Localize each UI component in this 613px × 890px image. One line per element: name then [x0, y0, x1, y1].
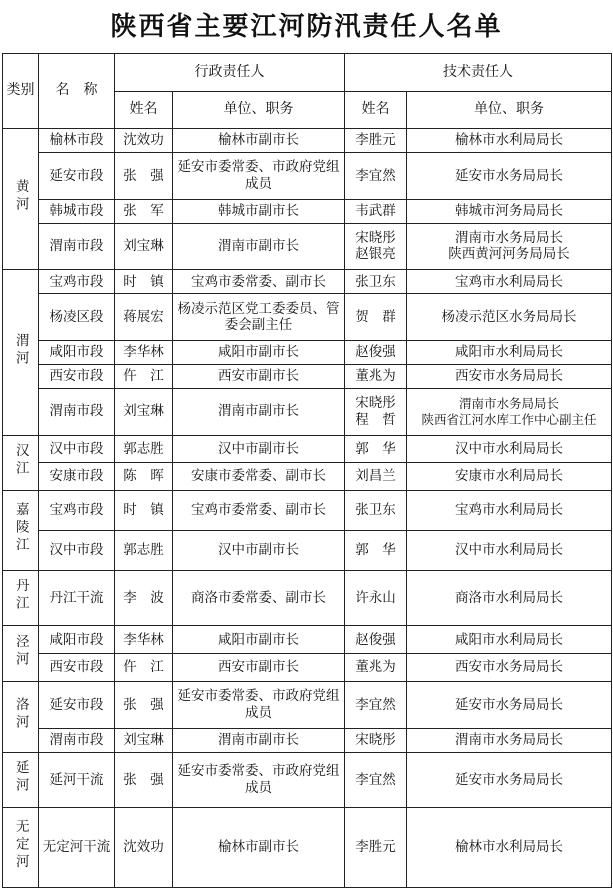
section-cell: 渭南市段	[39, 388, 115, 435]
tech-name: 李胜元	[355, 839, 396, 856]
admin-position-cell: 安康市委常委、副市长	[173, 463, 345, 491]
section-cell: 安康市段	[39, 463, 115, 491]
tech-position: 咸阳市水利局局长	[455, 344, 563, 361]
category-cell	[3, 626, 39, 682]
header-tech-person: 姓名	[345, 92, 407, 129]
admin-name-cell: 李华林	[115, 340, 173, 364]
tech-name-cell	[345, 752, 407, 808]
table-row	[3, 199, 612, 223]
tech-position-cell	[407, 491, 612, 531]
tech-position: 延安市水务局局长	[455, 167, 563, 184]
section-cell: 西安市段	[39, 654, 115, 682]
tech-name-cell	[345, 340, 407, 364]
tech-name-cell	[345, 223, 407, 270]
tech-name: 贺 群	[355, 308, 396, 325]
table-body	[3, 129, 612, 888]
admin-position-cell: 商洛市委常委、副市长	[173, 570, 345, 626]
tech-name: 赵俊强	[355, 344, 396, 361]
table-row	[3, 570, 612, 626]
tech-name-cell	[345, 530, 407, 570]
tech-position: 陕西省江河水库工作中心副主任	[421, 411, 597, 427]
tech-position: 宝鸡市水利局局长	[455, 273, 563, 290]
tech-position: 陕西黄河河务局局长	[448, 246, 570, 263]
table-row	[3, 530, 612, 570]
tech-position: 渭南市水务局局长	[455, 229, 563, 246]
tech-position: 汉中市水利局局长	[455, 440, 563, 457]
tech-position: 榆林市水利局局长	[455, 132, 563, 149]
tech-position: 宝鸡市水利局局长	[455, 502, 563, 519]
tech-position-cell	[407, 808, 612, 888]
admin-position-cell: 汉中市副市长	[173, 435, 345, 463]
section-cell: 韩城市段	[39, 199, 115, 223]
admin-name-cell: 郭志胜	[115, 435, 173, 463]
tech-name: 赵俊强	[355, 631, 396, 648]
tech-position-cell	[407, 340, 612, 364]
admin-name-cell: 张 强	[115, 752, 173, 808]
admin-name-cell: 陈 晖	[115, 463, 173, 491]
table-row	[3, 463, 612, 491]
tech-name-cell	[345, 364, 407, 388]
tech-position-cell	[407, 199, 612, 223]
admin-name-cell: 沈效功	[115, 808, 173, 888]
category-label: 洛河	[12, 697, 29, 733]
tech-name: 董兆为	[355, 368, 396, 385]
tech-position-cell	[407, 294, 612, 341]
admin-position-cell: 汉中市副市长	[173, 530, 345, 570]
tech-name: 程 哲	[355, 411, 396, 428]
tech-name-cell	[345, 808, 407, 888]
section-cell: 延河干流	[39, 752, 115, 808]
admin-position-cell: 渭南市副市长	[173, 388, 345, 435]
table-row	[3, 364, 612, 388]
tech-name-cell	[345, 654, 407, 682]
header-category: 类别	[3, 54, 39, 129]
tech-name: 李宜然	[355, 167, 396, 184]
tech-position: 榆林市水利局局长	[455, 839, 563, 856]
tech-name-cell	[345, 199, 407, 223]
page-title: 陕西省主要江河防汛责任人名单	[110, 12, 503, 42]
tech-name: 张卫东	[355, 273, 396, 290]
header-admin-person: 姓名	[115, 92, 173, 129]
admin-name-cell: 仵 江	[115, 654, 173, 682]
responsibility-table	[2, 53, 612, 888]
section-cell: 咸阳市段	[39, 340, 115, 364]
tech-position: 汉中市水利局局长	[455, 542, 563, 559]
category-label: 泾河	[12, 633, 29, 669]
admin-name-cell: 沈效功	[115, 129, 173, 153]
tech-position-cell	[407, 626, 612, 654]
section-cell: 咸阳市段	[39, 626, 115, 654]
header-admin: 行政责任人	[115, 54, 345, 92]
tech-name-cell	[345, 270, 407, 294]
admin-name-cell: 郭志胜	[115, 530, 173, 570]
table-row	[3, 153, 612, 200]
tech-position-cell	[407, 388, 612, 435]
admin-position-cell: 延安市委常委、市政府党组成员	[173, 681, 345, 728]
tech-name: 宋晓彤	[355, 395, 396, 412]
table-row	[3, 294, 612, 341]
category-cell	[3, 270, 39, 435]
tech-position-cell	[407, 223, 612, 270]
table-row	[3, 626, 612, 654]
tech-name: 李胜元	[355, 132, 396, 149]
tech-position: 西安市水务局局长	[455, 368, 563, 385]
category-label: 嘉陵江	[12, 501, 29, 555]
tech-name-cell	[345, 570, 407, 626]
admin-position-cell: 渭南市副市长	[173, 728, 345, 752]
section-cell: 无定河干流	[39, 808, 115, 888]
category-cell	[3, 491, 39, 571]
admin-position-cell: 西安市副市长	[173, 364, 345, 388]
table-row	[3, 223, 612, 270]
tech-name: 韦武群	[355, 202, 396, 219]
tech-position-cell	[407, 681, 612, 728]
admin-position-cell: 宝鸡市委常委、副市长	[173, 270, 345, 294]
tech-position-cell	[407, 364, 612, 388]
table-row	[3, 340, 612, 364]
table-row	[3, 808, 612, 888]
section-cell: 渭南市段	[39, 728, 115, 752]
table-row	[3, 752, 612, 808]
tech-name-cell	[345, 491, 407, 531]
tech-name: 郭 华	[355, 440, 396, 457]
table-row	[3, 388, 612, 435]
table-row	[3, 270, 612, 294]
admin-position-cell: 延安市委常委、市政府党组成员	[173, 153, 345, 200]
tech-name-cell	[345, 435, 407, 463]
admin-name-cell: 张 强	[115, 153, 173, 200]
tech-name-cell	[345, 388, 407, 435]
tech-position: 渭南市水务局局长	[458, 396, 559, 412]
table-row	[3, 129, 612, 153]
table-row	[3, 728, 612, 752]
admin-name-cell: 时 镇	[115, 270, 173, 294]
tech-name: 张卫东	[355, 502, 396, 519]
section-cell: 丹江干流	[39, 570, 115, 626]
tech-name: 董兆为	[355, 659, 396, 676]
tech-name: 赵银亮	[355, 246, 396, 263]
tech-name: 宋晓彤	[355, 731, 396, 748]
tech-position-cell	[407, 752, 612, 808]
category-label: 延河	[12, 760, 29, 796]
admin-name-cell: 时 镇	[115, 491, 173, 531]
tech-position: 杨凌示范区水务局局长	[441, 308, 577, 325]
section-cell: 渭南市段	[39, 223, 115, 270]
tech-name-cell	[345, 129, 407, 153]
tech-position-cell	[407, 463, 612, 491]
tech-name-cell	[345, 728, 407, 752]
tech-position: 商洛市水利局局长	[455, 589, 563, 606]
section-cell: 延安市段	[39, 681, 115, 728]
category-label: 渭河	[12, 332, 29, 368]
tech-position: 韩城市河务局局长	[455, 202, 563, 219]
tech-position: 西安市水务局局长	[455, 659, 563, 676]
tech-name: 宋晓彤	[355, 229, 396, 246]
tech-position-cell	[407, 270, 612, 294]
category-label: 无定河	[12, 819, 29, 872]
section-cell: 汉中市段	[39, 530, 115, 570]
category-label: 丹江	[12, 578, 29, 614]
table-row	[3, 654, 612, 682]
tech-name-cell	[345, 463, 407, 491]
section-cell: 延安市段	[39, 153, 115, 200]
tech-position: 咸阳市水利局局长	[455, 631, 563, 648]
category-cell	[3, 435, 39, 491]
tech-name: 李宜然	[355, 771, 396, 788]
tech-position-cell	[407, 153, 612, 200]
tech-name: 许永山	[355, 589, 396, 606]
tech-position-cell	[407, 435, 612, 463]
header-name: 名 称	[39, 54, 115, 129]
tech-name-cell	[345, 681, 407, 728]
tech-position-cell	[407, 129, 612, 153]
admin-position-cell: 榆林市副市长	[173, 129, 345, 153]
admin-position-cell: 渭南市副市长	[173, 223, 345, 270]
tech-name: 郭 华	[355, 542, 396, 559]
admin-position-cell: 西安市副市长	[173, 654, 345, 682]
admin-name-cell: 仵 江	[115, 364, 173, 388]
admin-position-cell: 韩城市副市长	[173, 199, 345, 223]
admin-name-cell: 刘宝琳	[115, 388, 173, 435]
category-cell	[3, 808, 39, 888]
table-row	[3, 681, 612, 728]
tech-position-cell	[407, 654, 612, 682]
category-cell	[3, 570, 39, 626]
admin-position-cell: 咸阳市副市长	[173, 340, 345, 364]
tech-name: 李宜然	[355, 696, 396, 713]
category-cell	[3, 752, 39, 808]
admin-name-cell: 李 波	[115, 570, 173, 626]
header-admin-position: 单位、职务	[173, 92, 345, 129]
admin-name-cell: 李华林	[115, 626, 173, 654]
tech-position: 延安市水务局局长	[455, 771, 563, 788]
section-cell: 汉中市段	[39, 435, 115, 463]
admin-name-cell: 张 军	[115, 199, 173, 223]
section-cell: 西安市段	[39, 364, 115, 388]
tech-position-cell	[407, 728, 612, 752]
section-cell: 杨凌区段	[39, 294, 115, 341]
tech-name-cell	[345, 153, 407, 200]
admin-name-cell: 张 强	[115, 681, 173, 728]
admin-position-cell: 榆林市副市长	[173, 808, 345, 888]
category-cell	[3, 681, 39, 752]
tech-name-cell	[345, 626, 407, 654]
admin-position-cell: 延安市委常委、市政府党组成员	[173, 752, 345, 808]
admin-name-cell: 刘宝琳	[115, 728, 173, 752]
admin-name-cell: 刘宝琳	[115, 223, 173, 270]
category-label: 黄河	[12, 179, 29, 215]
category-label: 汉江	[12, 443, 29, 479]
section-cell: 宝鸡市段	[39, 491, 115, 531]
tech-position: 渭南市水务局局长	[455, 731, 563, 748]
table-row	[3, 435, 612, 463]
tech-position: 延安市水务局局长	[455, 696, 563, 713]
tech-position-cell	[407, 530, 612, 570]
admin-position-cell: 宝鸡市委常委、副市长	[173, 491, 345, 531]
table-header	[3, 54, 612, 129]
section-cell: 榆林市段	[39, 129, 115, 153]
tech-name: 刘昌兰	[355, 468, 396, 485]
header-tech: 技术责任人	[345, 54, 612, 92]
admin-position-cell: 咸阳市副市长	[173, 626, 345, 654]
tech-position-cell	[407, 570, 612, 626]
tech-position: 安康市水利局局长	[455, 468, 563, 485]
table-row	[3, 491, 612, 531]
section-cell: 宝鸡市段	[39, 270, 115, 294]
admin-position-cell: 杨凌示范区党工委委员、管委会副主任	[173, 294, 345, 341]
category-cell	[3, 129, 39, 270]
tech-name-cell	[345, 294, 407, 341]
admin-name-cell: 蒋展宏	[115, 294, 173, 341]
header-tech-position: 单位、职务	[407, 92, 612, 129]
